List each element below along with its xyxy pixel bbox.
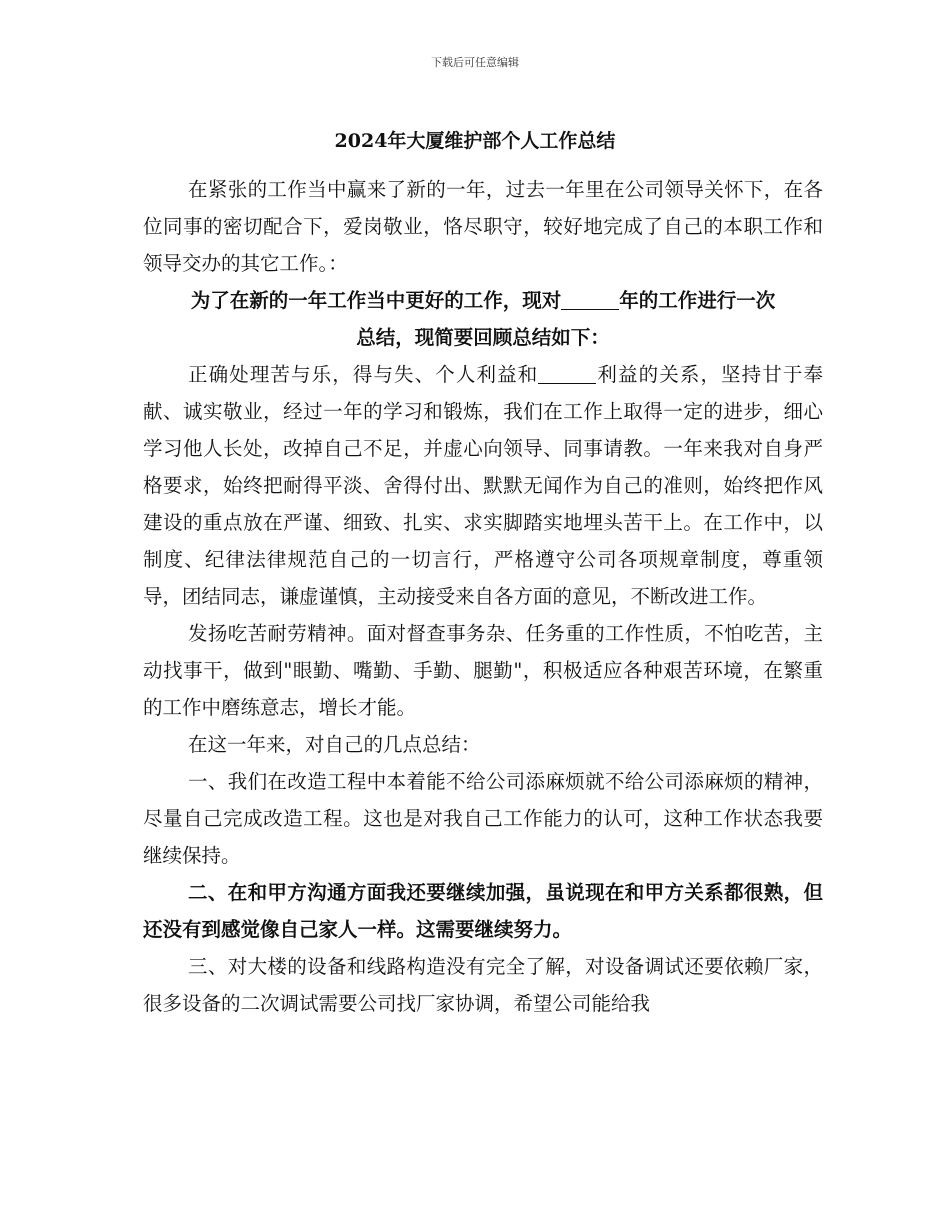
attitude-part-2: 利益的关系，坚持甘于奉献、诚实敬业，经过一年的学习和锻炼，我们在工作上取得一定的进步，细心学习他人长处，改掉自己不足，并虚心向领导、同事请教。一年来我对自身严格要求，始终把耐得平淡、舍得付出、默默无闻作为自己的准则，始终把作风建设的重点放在严谨、细致、扎实、求实脚踏实地埋头苦干上。在工作中，以制度、纪律法律规范自己的一切言行，严格遵守公司各项规章制度，尊重领导，团结同志，谦虚谨慎，主动接受来自各方面的意见，不断改进工作。 xyxy=(143,363,823,608)
page-header-note: 下载后可任意编辑 xyxy=(431,56,519,69)
summary-heading-part-2: 年的工作进行一次 xyxy=(619,289,776,312)
document-title: 2024年大厦维护部个人工作总结 xyxy=(334,130,616,152)
paragraph-self-summary-intro: 在这一年来，对自己的几点总结： xyxy=(188,733,481,756)
paragraph-hardwork: 发扬吃苦耐劳精神。面对督查事务杂、任务重的工作性质，不怕吃苦，主动找事干，做到"眼勤、嘴勤、手勤、腿勤"，积极适应各种艰苦环境，在繁重的工作中磨练意志，增长才能。 xyxy=(143,622,823,719)
blank-line xyxy=(538,363,596,384)
paragraph-point-1: 一、我们在改造工程中本着能不给公司添麻烦就不给公司添麻烦的精神，尽量自己完成改造工程。这也是对我自己工作能力的认可，这种工作状态我要继续保持。 xyxy=(143,770,823,867)
paragraph-summary-heading xyxy=(143,282,823,356)
paragraph-point-2: 二、在和甲方沟通方面我还要继续加强，虽说现在和甲方关系都很熟，但还没有到感觉像自己家人一样。这需要继续努力。 xyxy=(143,881,823,941)
blank-line xyxy=(561,289,619,310)
paragraph-point-3: 三、对大楼的设备和线路构造没有完全了解，对设备调试还要依赖厂家，很多设备的二次调试需要公司找厂家协调，希望公司能给我 xyxy=(143,955,823,1015)
paragraph-attitude xyxy=(143,356,823,615)
summary-heading-part-3: 总结，现简要回顾总结如下： xyxy=(356,326,610,349)
attitude-part-1: 正确处理苦与乐，得与失、个人利益和 xyxy=(188,363,539,386)
summary-heading-part-1: 为了在新的一年工作当中更好的工作，现对 xyxy=(190,289,562,312)
paragraph-intro: 在紧张的工作当中赢来了新的一年，过去一年里在公司领导关怀下，在各位同事的密切配合下，爱岗敬业，恪尽职守，较好地完成了自己的本职工作和领导交办的其它工作。： xyxy=(143,178,823,275)
document-body xyxy=(143,171,823,1022)
